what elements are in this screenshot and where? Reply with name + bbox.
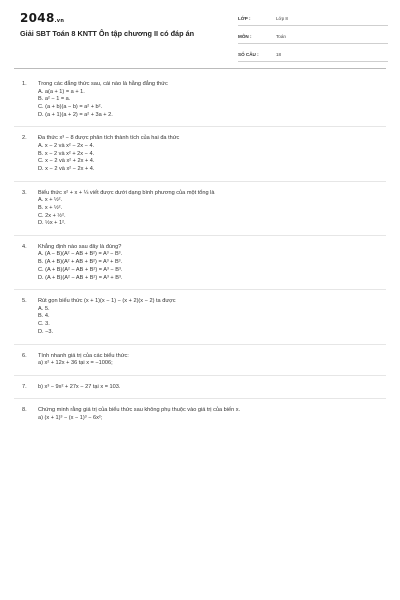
question-divider: [14, 289, 386, 290]
option-d: D. (A + B)(A² − AB + B²) = A³ + B³.: [38, 274, 123, 281]
option-a: A. x − 2 và x² − 2x − 4.: [38, 142, 95, 149]
question-1: [22, 81, 386, 119]
option-a: A. 5.: [38, 305, 50, 312]
question-text: b) x³ − 9x² + 27x − 27 tại x = 103.: [38, 383, 121, 390]
meta-label: MÔN :: [238, 34, 252, 39]
question-number: 7.: [22, 383, 27, 390]
option-b: B. (A + B)(A² + AB + B²) = A³ + B³.: [38, 259, 123, 266]
question-number: 6.: [22, 352, 27, 359]
option-c: C. (A + B)(A² − AB + B²) = A³ − B³.: [38, 266, 123, 273]
question-divider: [14, 235, 386, 236]
question-2: [22, 135, 386, 173]
meta-label: LỚP :: [238, 16, 251, 21]
option-a: A. a(a + 1) = a + 1.: [38, 88, 85, 95]
question-8: [22, 407, 386, 422]
question-divider: [14, 126, 386, 127]
question-divider: [14, 375, 386, 376]
question-text: Biểu thức x² + x + ¼ viết được dưới dạng bình phương của một tổng là: [38, 189, 215, 196]
question-text: Khẳng định nào sau đây là đúng?: [38, 243, 122, 250]
question-number: 8.: [22, 407, 27, 414]
sub-question-a: a) (x + 1)³ − (x − 1)³ − 6x²;: [38, 414, 103, 421]
question-number: 3.: [22, 189, 27, 196]
option-b: B. a² − 1 = a.: [38, 96, 71, 103]
question-4: [22, 244, 386, 282]
question-text: Chứng minh rằng giá trị của biểu thức sau không phụ thuộc vào giá trị của biến x.: [38, 407, 241, 414]
option-d: D. −3.: [38, 328, 54, 335]
question-7: [22, 384, 386, 392]
question-5: [22, 298, 386, 336]
meta-value: Lớp 8: [276, 16, 288, 21]
site-logo[interactable]: [20, 11, 64, 25]
question-number: 5.: [22, 298, 27, 305]
question-number: 1.: [22, 81, 27, 87]
meta-label: SỐ CÂU :: [238, 52, 259, 57]
question-text: Đa thức x³ − 8 được phân tích thành tích của hai đa thức: [38, 135, 180, 142]
question-text: Tính nhanh giá trị của các biểu thức:: [38, 352, 129, 359]
question-divider: [14, 344, 386, 345]
option-b: B. 4.: [38, 313, 50, 320]
meta-box: [238, 12, 388, 66]
sub-question-a: a) x² + 12x + 36 tại x = −1006;: [38, 360, 113, 367]
option-a: A. (A − B)(A² − AB + B²) = A³ − B³.: [38, 251, 123, 258]
document-title: Giải SBT Toán 8 KNTT Ôn tập chương II có đáp án: [20, 29, 195, 38]
option-c: C. 3.: [38, 321, 50, 328]
logo-suffix: .vn: [54, 18, 65, 24]
document-header: [14, 0, 386, 69]
option-b: B. x − 2 và x² + 2x − 4.: [38, 150, 95, 157]
option-d: D. ½x + 1².: [38, 220, 66, 227]
question-divider: [14, 181, 386, 182]
option-c: C. x − 2 và x² + 2x + 4.: [38, 158, 95, 165]
question-6: [22, 353, 386, 368]
question-number: 4.: [22, 243, 27, 250]
meta-row-count: [238, 48, 388, 62]
meta-row-class: [238, 12, 388, 26]
meta-value: Toán: [276, 34, 286, 39]
question-text: Trong các đẳng thức sau, cái nào là hằng đẳng thức: [38, 81, 168, 87]
option-d: D. (a + 1)(a + 2) = a² + 3a + 2.: [38, 111, 113, 118]
option-c: C. (a + b)(a − b) = a² + b².: [38, 103, 103, 110]
logo-text: 2048: [20, 11, 55, 25]
question-divider: [14, 398, 386, 399]
option-b: B. x + ½².: [38, 204, 63, 211]
meta-value: 18: [276, 52, 282, 57]
question-3: [22, 190, 386, 228]
meta-row-subject: [238, 30, 388, 44]
option-d: D. x − 2 và x² − 2x + 4.: [38, 165, 95, 172]
option-c: C. 2x + ½².: [38, 212, 66, 219]
option-a: A. x + ½².: [38, 197, 63, 204]
question-text: Rút gọn biểu thức (x + 1)(x − 1) − (x + 2)(x − 2) ta được: [38, 298, 176, 305]
question-number: 2.: [22, 135, 27, 142]
question-list: [14, 69, 386, 422]
